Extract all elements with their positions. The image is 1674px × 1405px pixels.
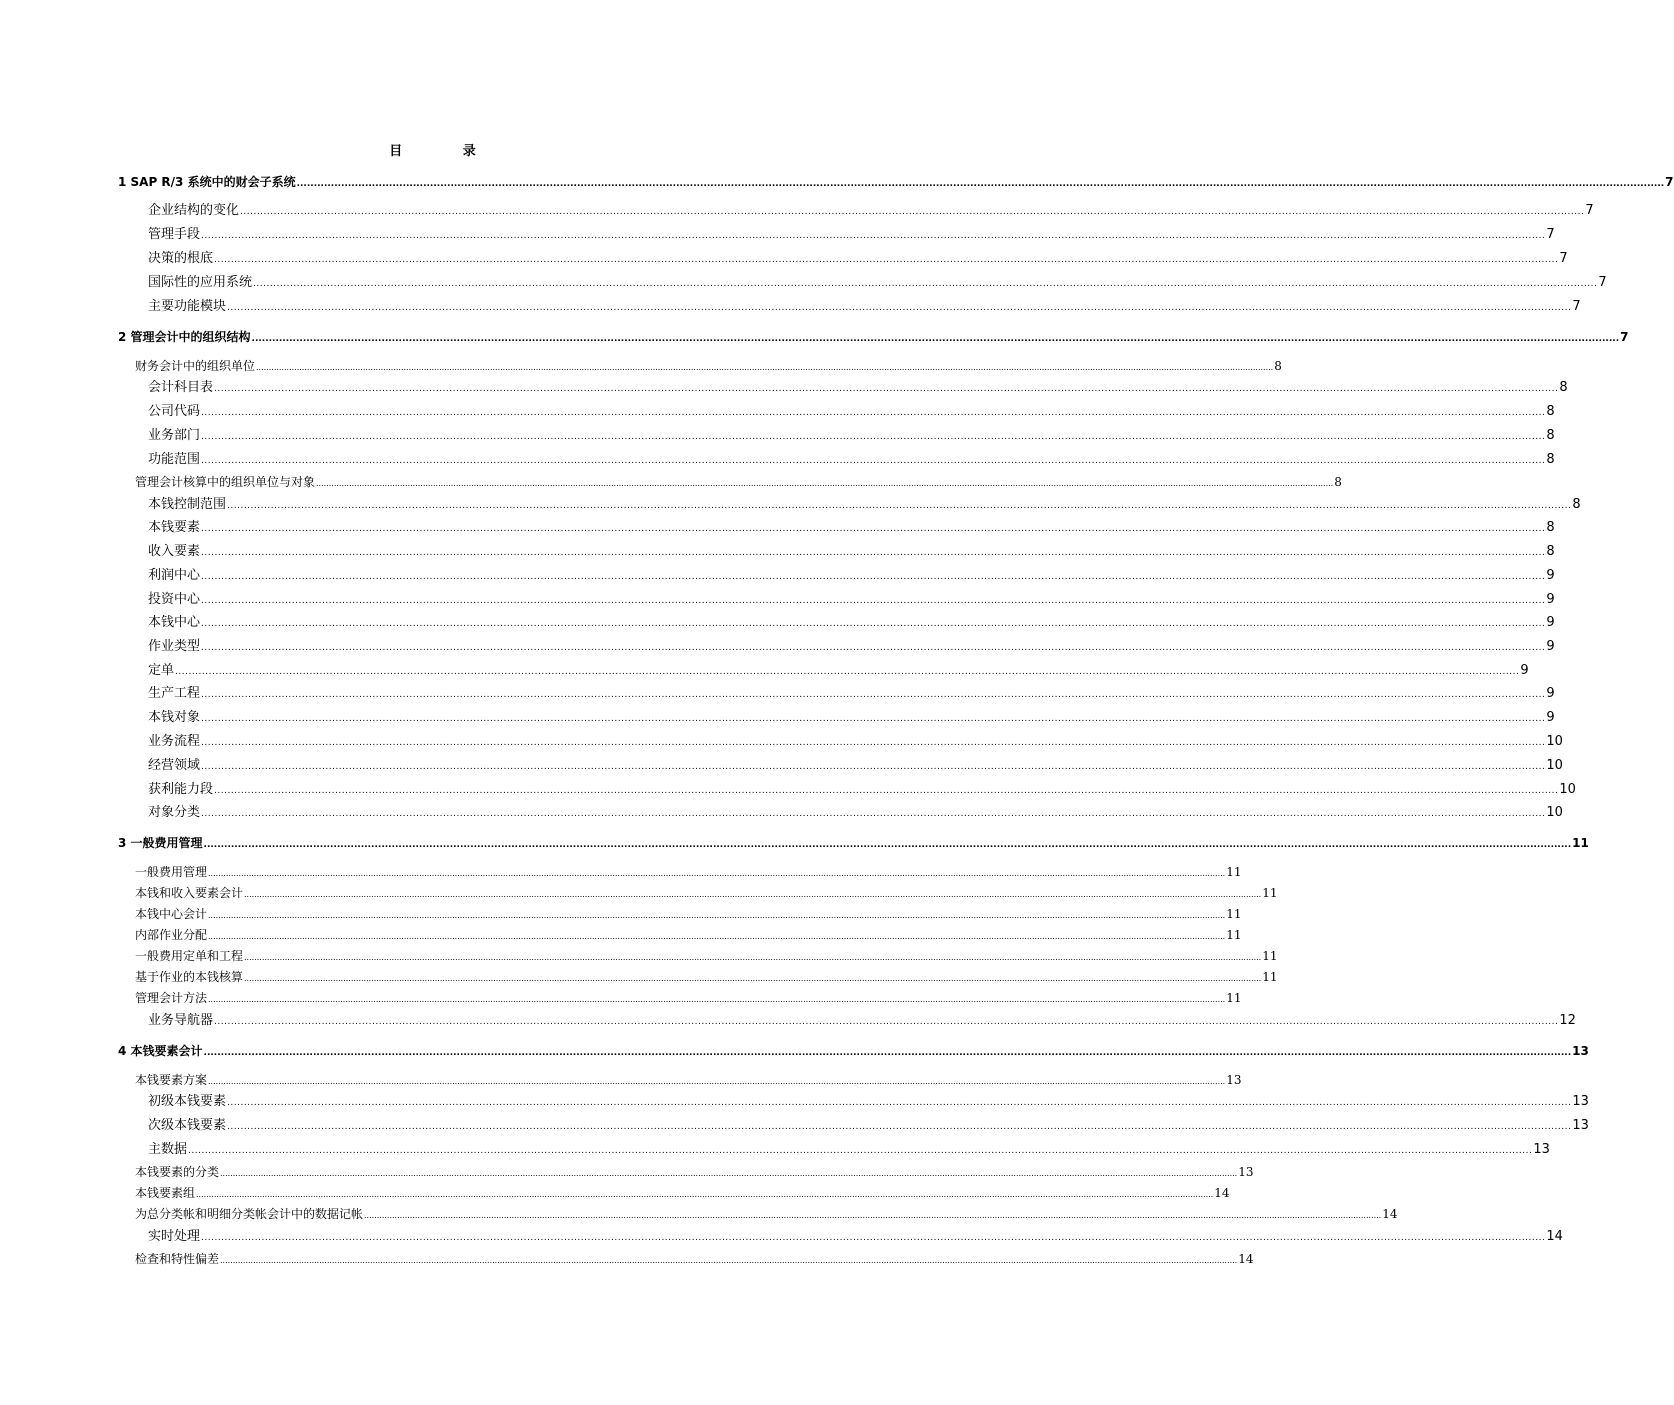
toc-page-number: 10	[1546, 805, 1563, 820]
toc-section[interactable]	[135, 1163, 1254, 1181]
toc-page-number: 8	[1572, 497, 1581, 512]
toc-page-number: 9	[1520, 663, 1529, 678]
toc-entry-text: 检查和特性偏差	[135, 1252, 220, 1266]
toc-page-number: 8	[1546, 428, 1555, 443]
toc-subsection[interactable]	[148, 662, 1529, 680]
toc-section[interactable]	[135, 884, 1278, 902]
dot-leader: ................................................................................................................................................................................................................................................................................................................................................................................................................	[201, 619, 1546, 629]
toc-subsection[interactable]	[148, 519, 1555, 537]
dot-leader: ................................................................................................................................................................................................................................................................................................................................................................................................................	[201, 231, 1546, 241]
dot-leader: ................................................................................................................................................................................................................................................................................................................................................................................................................	[201, 1233, 1546, 1243]
toc-subsection[interactable]	[148, 685, 1555, 703]
toc-page-number: 11	[1572, 836, 1589, 850]
toc-page-number: 10	[1546, 758, 1563, 773]
toc-page-number: 11	[1262, 970, 1278, 984]
toc-entry-text: 管理手段	[148, 227, 201, 242]
toc-subsection[interactable]	[148, 427, 1555, 445]
toc-entry-text: 本钱和收入要素会计	[135, 886, 244, 900]
toc-section[interactable]	[135, 1250, 1254, 1268]
dot-leader: ................................................................................................................................................................................................................................................................................................................................................................................................................	[201, 714, 1546, 724]
dot-leader: ................................................................................................................................................................................................................................................................................................................................................................................................................	[296, 179, 1665, 189]
toc-page-number: 13	[1533, 1142, 1550, 1157]
toc-entry-text: 本钱要素方案	[135, 1073, 208, 1087]
toc-entry-text: 基于作业的本钱核算	[135, 970, 244, 984]
toc-entry-text: 投资中心	[148, 592, 201, 607]
toc-chapter[interactable]	[118, 328, 1629, 346]
toc-section[interactable]	[135, 473, 1342, 491]
toc-subsection[interactable]	[148, 1141, 1550, 1159]
toc-subsection[interactable]	[148, 403, 1555, 421]
toc-page-number: 7	[1598, 275, 1607, 290]
toc-subsection[interactable]	[148, 298, 1581, 316]
toc-subsection[interactable]	[148, 567, 1555, 585]
toc-section[interactable]	[135, 1205, 1398, 1223]
toc-entry-text: 决策的根底	[148, 251, 214, 266]
dot-leader: ................................................................................................................................................................................................................................................................................................................................................................................................................	[208, 869, 1226, 878]
toc-page-number: 10	[1546, 734, 1563, 749]
dot-leader: ................................................................................................................................................................................................................................................................................................................................................................................................................	[214, 1017, 1559, 1027]
toc-page-number: 9	[1546, 710, 1555, 725]
toc-page-number: 9	[1546, 592, 1555, 607]
toc-entry-text: 对象分类	[148, 805, 201, 820]
toc-subsection[interactable]	[148, 1093, 1589, 1111]
toc-entry-text: 国际性的应用系统	[148, 275, 253, 290]
dot-leader: ................................................................................................................................................................................................................................................................................................................................................................................................................	[201, 524, 1546, 534]
dot-leader: ................................................................................................................................................................................................................................................................................................................................................................................................................	[316, 479, 1334, 488]
dot-leader: ................................................................................................................................................................................................................................................................................................................................................................................................................	[208, 911, 1226, 920]
toc-page-number: 9	[1546, 568, 1555, 583]
toc-page-number: 14	[1238, 1252, 1254, 1266]
toc-page-number: 7	[1620, 330, 1629, 344]
toc-page-number: 13	[1238, 1165, 1254, 1179]
toc-subsection[interactable]	[148, 274, 1607, 292]
toc-entry-text: 公司代码	[148, 404, 201, 419]
toc-page-number: 9	[1546, 639, 1555, 654]
toc-entry-text: 本钱对象	[148, 710, 201, 725]
dot-leader: ................................................................................................................................................................................................................................................................................................................................................................................................................	[201, 809, 1546, 819]
dot-leader: ................................................................................................................................................................................................................................................................................................................................................................................................................	[208, 995, 1226, 1004]
toc-entry-text: 业务部门	[148, 428, 201, 443]
toc-subsection[interactable]	[148, 709, 1555, 727]
toc-subsection[interactable]	[148, 804, 1563, 822]
toc-entry-text: 一般费用定单和工程	[135, 949, 244, 963]
dot-leader: ................................................................................................................................................................................................................................................................................................................................................................................................................	[214, 384, 1559, 394]
toc-page-number: 7	[1546, 227, 1555, 242]
toc-entry-text: 初级本钱要素	[148, 1094, 227, 1109]
toc-page-number: 8	[1274, 359, 1282, 373]
dot-leader: ................................................................................................................................................................................................................................................................................................................................................................................................................	[196, 1190, 1214, 1199]
dot-leader: ................................................................................................................................................................................................................................................................................................................................................................................................................	[227, 501, 1572, 511]
dot-leader: ................................................................................................................................................................................................................................................................................................................................................................................................................	[208, 932, 1226, 941]
toc-entry-text: 本钱控制范围	[148, 497, 227, 512]
toc-page-number: 8	[1559, 380, 1568, 395]
toc-entry-text: 本钱要素	[148, 520, 201, 535]
dot-leader: ................................................................................................................................................................................................................................................................................................................................................................................................................	[201, 762, 1546, 772]
toc-page-number: 8	[1546, 520, 1555, 535]
toc-subsection[interactable]	[148, 591, 1555, 609]
dot-leader: ................................................................................................................................................................................................................................................................................................................................................................................................................	[253, 279, 1598, 289]
dot-leader: ................................................................................................................................................................................................................................................................................................................................................................................................................	[244, 953, 1262, 962]
dot-leader: ................................................................................................................................................................................................................................................................................................................................................................................................................	[364, 1211, 1382, 1220]
toc-subsection[interactable]	[148, 733, 1563, 751]
toc-entry-text: 收入要素	[148, 544, 201, 559]
toc-entry-text: 作业类型	[148, 639, 201, 654]
toc-subsection[interactable]	[148, 781, 1576, 799]
dot-leader: ................................................................................................................................................................................................................................................................................................................................................................................................................	[201, 408, 1546, 418]
toc-section[interactable]	[135, 947, 1278, 965]
toc-page-number: 14	[1546, 1229, 1563, 1244]
toc-subsection[interactable]	[148, 1228, 1563, 1246]
dot-leader: ................................................................................................................................................................................................................................................................................................................................................................................................................	[208, 1077, 1226, 1086]
toc-page-number: 13	[1572, 1094, 1589, 1109]
toc-entry-text: 利润中心	[148, 568, 201, 583]
toc-page-number: 9	[1546, 615, 1555, 630]
toc-entry-text: 内部作业分配	[135, 928, 208, 942]
toc-page-number: 12	[1559, 1013, 1576, 1028]
toc-entry-text: 本钱要素组	[135, 1186, 196, 1200]
toc-entry-text: 本钱中心会计	[135, 907, 208, 921]
dot-leader: ................................................................................................................................................................................................................................................................................................................................................................................................................	[201, 456, 1546, 466]
toc-subsection[interactable]	[148, 250, 1568, 268]
toc-page-number: 7	[1665, 175, 1674, 189]
toc-section[interactable]	[135, 905, 1242, 923]
toc-entry-text: 经营领域	[148, 758, 201, 773]
toc-entry-text: 定单	[148, 663, 175, 678]
toc-subsection[interactable]	[148, 638, 1555, 656]
toc-entry-text: 本钱中心	[148, 615, 201, 630]
dot-leader: ................................................................................................................................................................................................................................................................................................................................................................................................................	[201, 432, 1546, 442]
toc-entry-text: 管理会计核算中的组织单位与对象	[135, 475, 316, 489]
toc-entry-text: 主数据	[148, 1142, 188, 1157]
toc-chapter[interactable]	[118, 173, 1674, 191]
toc-entry-text: 主要功能模块	[148, 299, 227, 314]
toc-section[interactable]	[135, 989, 1242, 1007]
toc-subsection[interactable]	[148, 614, 1555, 632]
toc-section[interactable]	[135, 968, 1278, 986]
toc-subsection[interactable]	[148, 496, 1581, 514]
dot-leader: ................................................................................................................................................................................................................................................................................................................................................................................................................	[251, 334, 1620, 344]
dot-leader: ................................................................................................................................................................................................................................................................................................................................................................................................................	[214, 255, 1559, 265]
toc-entry-text: 实时处理	[148, 1229, 201, 1244]
toc-entry-text: 获利能力段	[148, 782, 214, 797]
toc-chapter[interactable]	[118, 1042, 1589, 1060]
dot-leader: ................................................................................................................................................................................................................................................................................................................................................................................................................	[188, 1146, 1533, 1156]
dot-leader: ................................................................................................................................................................................................................................................................................................................................................................................................................	[220, 1169, 1238, 1178]
toc-entry-text: 功能范围	[148, 452, 201, 467]
toc-page-number: 14	[1382, 1207, 1398, 1221]
toc-entry-text: 次级本钱要素	[148, 1118, 227, 1133]
toc-page-number: 11	[1226, 991, 1242, 1005]
dot-leader: ................................................................................................................................................................................................................................................................................................................................................................................................................	[244, 974, 1262, 983]
toc-entry-text: 本钱要素的分类	[135, 1165, 220, 1179]
toc-entry-text: 会计科目表	[148, 380, 214, 395]
toc-page-number: 9	[1546, 686, 1555, 701]
toc-section[interactable]	[135, 1184, 1230, 1202]
toc-page-number: 14	[1214, 1186, 1230, 1200]
dot-leader: ................................................................................................................................................................................................................................................................................................................................................................................................................	[227, 1098, 1572, 1108]
toc-section[interactable]	[135, 863, 1242, 881]
toc-subsection[interactable]	[148, 202, 1594, 220]
toc-page-number: 7	[1585, 203, 1594, 218]
dot-leader: ................................................................................................................................................................................................................................................................................................................................................................................................................	[214, 786, 1559, 796]
toc-subsection[interactable]	[148, 1012, 1576, 1030]
toc-entry-text: 为总分类帐和明细分类帐会计中的数据记帐	[135, 1207, 364, 1221]
toc-entry-text: 一般费用管理	[135, 865, 208, 879]
toc-page-number: 13	[1572, 1118, 1589, 1133]
toc-page-number: 11	[1226, 928, 1242, 942]
dot-leader: ................................................................................................................................................................................................................................................................................................................................................................................................................	[227, 303, 1572, 313]
toc-subsection[interactable]	[148, 1117, 1589, 1135]
dot-leader: ................................................................................................................................................................................................................................................................................................................................................................................................................	[203, 840, 1572, 850]
dot-leader: ................................................................................................................................................................................................................................................................................................................................................................................................................	[220, 1256, 1238, 1265]
toc-title: 目 录	[389, 144, 504, 159]
toc-page-number: 7	[1559, 251, 1568, 266]
dot-leader: ................................................................................................................................................................................................................................................................................................................................................................................................................	[203, 1048, 1572, 1058]
toc-section[interactable]	[135, 357, 1282, 375]
toc-page-number: 8	[1546, 452, 1555, 467]
dot-leader: ................................................................................................................................................................................................................................................................................................................................................................................................................	[201, 548, 1546, 558]
dot-leader: ................................................................................................................................................................................................................................................................................................................................................................................................................	[201, 572, 1546, 582]
dot-leader: ................................................................................................................................................................................................................................................................................................................................................................................................................	[201, 738, 1546, 748]
toc-page-number: 11	[1262, 949, 1278, 963]
toc-subsection[interactable]	[148, 379, 1568, 397]
toc-page-number: 7	[1572, 299, 1581, 314]
dot-leader: ................................................................................................................................................................................................................................................................................................................................................................................................................	[201, 690, 1546, 700]
toc-page-number: 11	[1262, 886, 1278, 900]
toc-entry-text: 管理会计方法	[135, 991, 208, 1005]
toc-page-number: 8	[1546, 544, 1555, 559]
dot-leader: ................................................................................................................................................................................................................................................................................................................................................................................................................	[227, 1122, 1572, 1132]
toc-subsection[interactable]	[148, 757, 1563, 775]
toc-page-number: 10	[1559, 782, 1576, 797]
toc-entry-text: 业务导航器	[148, 1013, 214, 1028]
dot-leader: ................................................................................................................................................................................................................................................................................................................................................................................................................	[256, 363, 1274, 372]
toc-entry-text: 财务会计中的组织单位	[135, 359, 256, 373]
toc-entry-text: 业务流程	[148, 734, 201, 749]
dot-leader: ................................................................................................................................................................................................................................................................................................................................................................................................................	[175, 667, 1520, 677]
dot-leader: ................................................................................................................................................................................................................................................................................................................................................................................................................	[201, 596, 1546, 606]
toc-page-number: 13	[1226, 1073, 1242, 1087]
dot-leader: ................................................................................................................................................................................................................................................................................................................................................................................................................	[240, 207, 1585, 217]
toc-chapter[interactable]	[118, 834, 1589, 852]
toc-subsection[interactable]	[148, 226, 1555, 244]
toc-entry-text: 企业结构的变化	[148, 203, 240, 218]
toc-entry-text: 4 本钱要素会计	[118, 1044, 203, 1058]
toc-entry-text: 生产工程	[148, 686, 201, 701]
toc-section[interactable]	[135, 1071, 1242, 1089]
toc-page-number: 8	[1546, 404, 1555, 419]
dot-leader: ................................................................................................................................................................................................................................................................................................................................................................................................................	[201, 643, 1546, 653]
toc-page-number: 11	[1226, 865, 1242, 879]
toc-section[interactable]	[135, 926, 1242, 944]
toc-subsection[interactable]	[148, 543, 1555, 561]
toc-subsection[interactable]	[148, 451, 1555, 469]
toc-entry-text: 2 管理会计中的组织结构	[118, 330, 251, 344]
dot-leader: ................................................................................................................................................................................................................................................................................................................................................................................................................	[244, 890, 1262, 899]
toc-entry-text: 1 SAP R/3 系统中的财会子系统	[118, 175, 296, 189]
toc-entry-text: 3 一般费用管理	[118, 836, 203, 850]
toc-page-number: 11	[1226, 907, 1242, 921]
toc-page-number: 8	[1334, 475, 1342, 489]
toc-page-number: 13	[1572, 1044, 1589, 1058]
